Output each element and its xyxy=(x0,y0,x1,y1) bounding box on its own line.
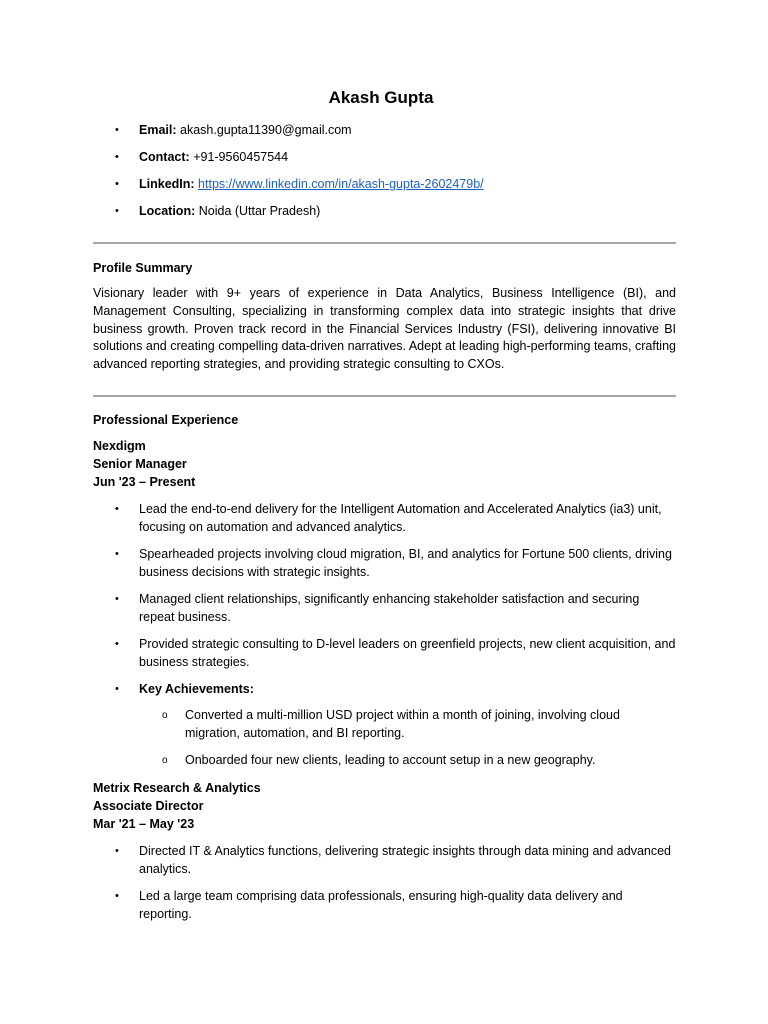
bullet-icon: • xyxy=(115,845,119,857)
contact-list xyxy=(93,121,683,229)
contact-location xyxy=(93,202,683,229)
bullet-text: Managed client relationships, significantly enhancing stakeholder satisfaction and securing repeat business. xyxy=(139,591,640,624)
email-value: akash.gupta11390@gmail.com xyxy=(180,123,352,137)
phone-value: +91-9560457544 xyxy=(193,150,289,164)
bullet-icon: • xyxy=(115,124,119,136)
profile-summary-text: Visionary leader with 9+ years of experience in Data Analytics, Business Intelligence (BI), and Management Consulting, specializing in transforming complex data into strategic insights that drive business growth. Proven track record in the Financial Services Industry (FSI), delivering innovative BI solutions and creating compelling data-driven narratives. Adept at leading high-performing teams, crafting advanced reporting strategies, and providing strategic consulting to CXOs. xyxy=(93,286,676,372)
contact-email xyxy=(93,121,683,148)
job-header xyxy=(93,780,261,833)
list-item xyxy=(139,707,676,743)
list-item xyxy=(93,681,676,770)
section-title-profile-summary: Profile Summary xyxy=(93,261,193,275)
list-item xyxy=(93,546,676,582)
bullet-text: Provided strategic consulting to D-level leaders on greenfield projects, new client acquisition, and business strategies. xyxy=(139,636,676,669)
bullet-icon: • xyxy=(115,889,119,902)
list-item xyxy=(93,591,676,627)
bullet-text: Directed IT & Analytics functions, delivering strategic insights through data mining and advanced analytics. xyxy=(139,844,672,876)
job-dates: Mar '21 – May '23 xyxy=(93,816,195,831)
job-header xyxy=(93,438,195,491)
bullet-icon: • xyxy=(115,205,119,217)
list-item xyxy=(139,752,676,770)
list-item xyxy=(93,888,676,924)
bullet-icon: • xyxy=(115,637,119,650)
bullet-icon: • xyxy=(115,592,119,605)
job-role: Senior Manager xyxy=(93,456,187,471)
circle-bullet-icon: o xyxy=(162,754,168,766)
company-name: Metrix Research & Analytics xyxy=(93,781,261,795)
achievements-list xyxy=(139,707,676,770)
bullet-icon: • xyxy=(115,503,119,515)
company-name: Nexdigm xyxy=(93,439,146,453)
circle-bullet-icon: o xyxy=(162,709,168,721)
linkedin-link[interactable]: https://www.linkedin.com/in/akash-gupta-2602479b/ xyxy=(198,177,484,191)
bullet-text: Led a large team comprising data professionals, ensuring high-quality data delivery and reporting. xyxy=(139,888,623,921)
candidate-name: Akash Gupta xyxy=(328,88,434,107)
job-dates: Jun '23 – Present xyxy=(93,474,196,489)
phone-label: Contact: xyxy=(139,150,190,164)
bullet-text: Lead the end-to-end delivery for the Intelligent Automation and Accelerated Analytics (ia3) unit, focusing on automation and advanced analytics. xyxy=(139,502,662,534)
linkedin-label: LinkedIn: xyxy=(139,177,195,191)
email-label: Email: xyxy=(139,123,177,137)
bullet-text: Spearheaded projects involving cloud migration, BI, and analytics for Fortune 500 clients, driving business decisions with strategic insights. xyxy=(139,546,672,579)
list-item xyxy=(93,636,676,672)
contact-linkedin xyxy=(93,175,683,202)
achievement-text: Converted a multi-million USD project within a month of joining, involving cloud migration, automation, and BI reporting. xyxy=(185,707,620,740)
location-label: Location: xyxy=(139,204,196,218)
job-role: Associate Director xyxy=(93,798,204,813)
bullet-icon: • xyxy=(115,151,119,163)
bullet-icon: • xyxy=(115,682,119,695)
achievement-text: Onboarded four new clients, leading to account setup in a new geography. xyxy=(185,752,596,767)
list-item xyxy=(93,843,676,879)
bullet-icon: • xyxy=(115,547,119,560)
divider xyxy=(93,242,676,244)
bullet-icon: • xyxy=(115,178,119,190)
job-bullets xyxy=(93,501,676,779)
location-value: Noida (Uttar Pradesh) xyxy=(198,204,321,218)
section-title-professional-experience: Professional Experience xyxy=(93,413,239,427)
list-item xyxy=(93,501,676,537)
key-achievements-label: Key Achievements: xyxy=(139,681,254,696)
divider xyxy=(93,395,676,397)
job-bullets xyxy=(93,843,676,933)
contact-phone xyxy=(93,148,683,175)
